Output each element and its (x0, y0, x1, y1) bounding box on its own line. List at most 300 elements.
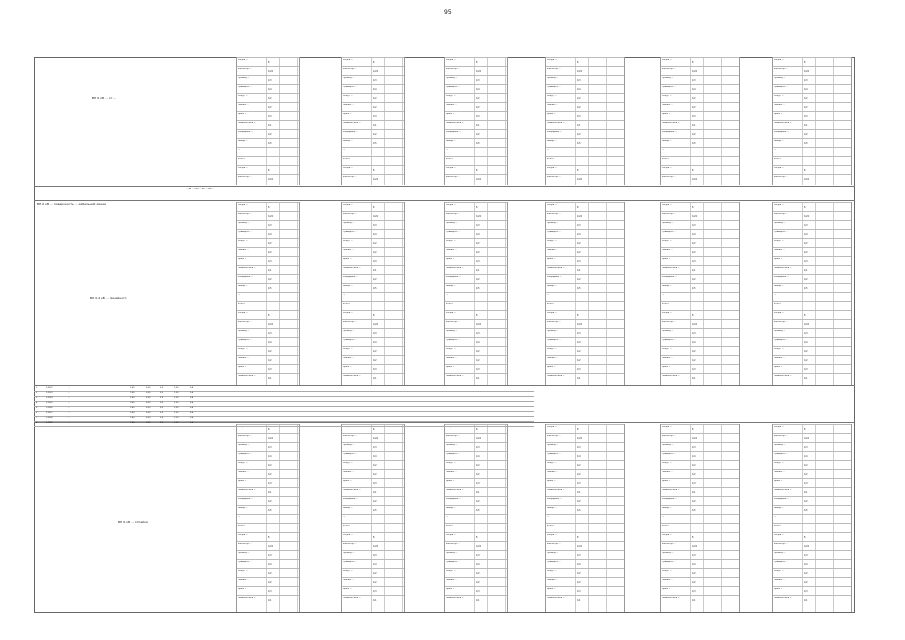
spec-row (342, 346, 404, 355)
spec-row-name: Крюк ... (446, 588, 455, 590)
spec-row (445, 460, 507, 469)
spec-row-value: 8 (268, 428, 270, 431)
spec-row-name: Итого (774, 303, 781, 305)
spec-row-name: Итого (662, 158, 669, 160)
spec-row (546, 229, 624, 238)
spec-row-name: Траверса ... (238, 561, 252, 563)
spec-row-name: Опора ... (662, 534, 673, 536)
spec-row-name: Траверса ... (238, 86, 252, 88)
spec-row-value: 0,2 (804, 106, 808, 109)
spec-row (342, 301, 404, 310)
spec-row-name: Опора ... (662, 204, 673, 206)
spec-row-value: 0,2 (692, 359, 696, 362)
spec-row (546, 364, 624, 373)
spec-row-value: 0,3 (577, 368, 581, 371)
spec-row-name: ... (662, 149, 665, 151)
spec-row (342, 433, 404, 442)
spec-row-value: 0,2 (804, 464, 808, 467)
spec-row (445, 211, 507, 220)
ledger-cell-d: 1,20 (174, 402, 179, 404)
section-divider (34, 186, 855, 187)
spec-row-value: 0,4 (268, 563, 272, 566)
spec-row-value: 0,4 (577, 88, 581, 91)
spec-row-value: 0,1 (476, 491, 480, 494)
spec-row-value: 0,4 (692, 563, 696, 566)
spec-row (661, 478, 739, 487)
spec-row (546, 66, 624, 75)
spec-row-value: 0,3 (804, 446, 808, 449)
spec-row (342, 451, 404, 460)
spec-row-value: 0,24 (476, 70, 481, 73)
spec-row-value: 8 (373, 169, 375, 172)
spec-row-name: Изолятор ... (446, 68, 460, 70)
spec-row-name: Траверса ... (343, 86, 357, 88)
spec-row-value: 0,2 (804, 251, 808, 254)
spec-row-value: 8 (268, 314, 270, 317)
spec-row (342, 355, 404, 364)
spec-row (546, 202, 624, 211)
spec-row-value: 0,24 (692, 545, 697, 548)
spec-row (546, 451, 624, 460)
spec-row-name: Провод ... (774, 77, 786, 79)
spec-row-name: Зажим ... (446, 471, 457, 473)
spec-row-name: Изолятор ... (662, 321, 676, 323)
spec-row-value: 0,3 (692, 446, 696, 449)
spec-row-value: 0,1 (373, 269, 377, 272)
spec-row-name: Заземлитель ... (774, 375, 792, 377)
spec-row-name: Крюк ... (547, 366, 556, 368)
spec-row-value: 0,2 (577, 572, 581, 575)
spec-row (773, 147, 851, 156)
spec-row-value: 0,4 (373, 233, 377, 236)
spec-row (546, 577, 624, 586)
spec-row-value: 8 (692, 428, 694, 431)
spec-row-value: 0,3 (476, 332, 480, 335)
spec-row-name: Опора ... (446, 426, 457, 428)
spec-row-name: Изолятор ... (774, 435, 788, 437)
spec-row-name: Опора ... (238, 59, 249, 61)
spec-row-value: 0,3 (373, 368, 377, 371)
spec-row (661, 328, 739, 337)
ledger-cell-code: 1-95/5 (46, 402, 53, 404)
spec-row-name: ... (238, 516, 241, 518)
spec-row-name: Заземлитель ... (547, 267, 565, 269)
spec-row-name: Разрядник ... (547, 498, 562, 500)
spec-row-value: 8 (268, 206, 270, 209)
spec-row-value: 0,3 (476, 79, 480, 82)
spec-row-name: Итого (446, 158, 453, 160)
spec-row (773, 505, 851, 514)
spec-row-name: Провод ... (774, 330, 786, 332)
spec-row-value: 0,24 (268, 437, 273, 440)
spec-row-name: Заземлитель ... (662, 375, 680, 377)
spec-row-name: Зажим ... (238, 357, 249, 359)
spec-row (546, 523, 624, 532)
spec-row-value: 0,3 (476, 115, 480, 118)
spec-row (342, 487, 404, 496)
spec-row-value: 8 (804, 536, 806, 539)
spec-block (545, 424, 625, 612)
spec-row-value: 0,5 (268, 142, 272, 145)
spec-row-value: 0,24 (476, 215, 481, 218)
spec-row-value: 0,24 (804, 323, 809, 326)
spec-row-value: 0,2 (577, 464, 581, 467)
spec-row-name: Траверса ... (343, 453, 357, 455)
spec-row-name: Провод ... (547, 222, 559, 224)
spec-row-name: Заземлитель ... (774, 122, 792, 124)
spec-row (445, 265, 507, 274)
spec-row-name: Итого (446, 303, 453, 305)
spec-row-value: 0,3 (692, 554, 696, 557)
spec-row (237, 469, 299, 478)
spec-row-value: 0,4 (804, 233, 808, 236)
spec-row (661, 66, 739, 75)
spec-row (661, 568, 739, 577)
spec-row (342, 559, 404, 568)
spec-row-value: 0,2 (476, 473, 480, 476)
spec-row-value: 0,3 (268, 446, 272, 449)
spec-row-name: Анкер ... (446, 507, 456, 509)
spec-row-name: Провод ... (343, 330, 355, 332)
spec-row-name: Изолятор ... (238, 176, 252, 178)
spec-row-name: Опора ... (662, 426, 673, 428)
spec-row-name: Разрядник ... (343, 498, 358, 500)
spec-row-name: Траверса ... (662, 453, 676, 455)
spec-row-value: 0,2 (373, 251, 377, 254)
spec-row-value: 0,3 (476, 554, 480, 557)
spec-row (237, 174, 299, 183)
spec-row-name: Зажим ... (662, 471, 673, 473)
spec-row-name: Крюк ... (343, 480, 352, 482)
spec-row-value: 0,1 (268, 124, 272, 127)
ledger-cell-name: ... (68, 417, 70, 419)
spec-block (341, 424, 405, 612)
spec-row-name: Провод ... (662, 222, 674, 224)
spec-row-name: Анкер ... (343, 507, 353, 509)
spec-block (545, 57, 625, 185)
spec-block (341, 202, 405, 385)
spec-row-name: Хомут ... (238, 240, 248, 242)
page-number: 95 (444, 9, 452, 16)
spec-row (546, 433, 624, 442)
spec-row-value: 0,2 (373, 500, 377, 503)
spec-row-value: 0,2 (476, 359, 480, 362)
spec-row (661, 75, 739, 84)
spec-row-value: 0,24 (804, 545, 809, 548)
spec-row (661, 238, 739, 247)
spec-row-value: 8 (692, 169, 694, 172)
spec-row (773, 301, 851, 310)
spec-row (661, 211, 739, 220)
spec-row (237, 292, 299, 301)
spec-row-name: Траверса ... (547, 86, 561, 88)
spec-row-value: 0,2 (692, 106, 696, 109)
ledger-cell-name: ... (68, 392, 70, 394)
spec-row (546, 328, 624, 337)
spec-row-value: 8 (476, 428, 478, 431)
spec-block (660, 202, 740, 385)
spec-row-name: Анкер ... (343, 140, 353, 142)
spec-row-name: Заземлитель ... (662, 267, 680, 269)
spec-row-name: Хомут ... (547, 240, 557, 242)
spec-row-name: Заземлитель ... (774, 597, 792, 599)
spec-row-value: 0,24 (268, 70, 273, 73)
spec-row-value: 0,3 (692, 79, 696, 82)
spec-row-value: 0,24 (476, 545, 481, 548)
spec-row-value: 0,5 (577, 142, 581, 145)
ledger-cell-c: 3,5 (160, 412, 164, 414)
ledger-cell-e: 0,4 (190, 412, 194, 414)
spec-row-value: 0,3 (268, 482, 272, 485)
spec-row-name: Зажим ... (662, 249, 673, 251)
spec-row (661, 355, 739, 364)
spec-row-value: 0,1 (804, 269, 808, 272)
spec-row (237, 211, 299, 220)
spec-row (773, 424, 851, 433)
spec-row-value: 0,2 (268, 350, 272, 353)
spec-row (546, 586, 624, 595)
spec-row-value: 0,4 (692, 233, 696, 236)
spec-row-value: 0,24 (373, 178, 378, 181)
spec-row-value: 8 (268, 169, 270, 172)
spec-row (445, 586, 507, 595)
spec-row (773, 238, 851, 247)
spec-row (661, 174, 739, 183)
spec-row-value: 0,3 (692, 368, 696, 371)
spec-row (445, 505, 507, 514)
spec-row-value: 0,3 (692, 332, 696, 335)
spec-row (342, 211, 404, 220)
spec-row-name: Зажим ... (343, 104, 354, 106)
spec-row (445, 568, 507, 577)
spec-row-name: Опора ... (547, 534, 558, 536)
ledger-cell-c: 3,5 (160, 397, 164, 399)
ledger-cell-n: 3 (36, 397, 38, 399)
spec-row-name: Зажим ... (547, 357, 558, 359)
spec-row-value: 8 (373, 314, 375, 317)
spec-row (773, 102, 851, 111)
spec-row (445, 337, 507, 346)
spec-row (546, 487, 624, 496)
spec-row (342, 364, 404, 373)
spec-row (773, 274, 851, 283)
spec-row (445, 310, 507, 319)
spec-block (236, 424, 300, 612)
spec-row-name: Изолятор ... (446, 213, 460, 215)
spec-row (773, 211, 851, 220)
spec-row-value: 0,5 (692, 287, 696, 290)
spec-row (661, 229, 739, 238)
spec-row-name: Траверса ... (343, 339, 357, 341)
spec-row-value: 0,1 (268, 491, 272, 494)
spec-row (546, 550, 624, 559)
spec-row (342, 256, 404, 265)
spec-row (661, 373, 739, 382)
spec-row-name: Траверса ... (547, 231, 561, 233)
spec-row-value: 0,3 (804, 224, 808, 227)
spec-row-value: 8 (476, 536, 478, 539)
spec-row-value: 0,1 (268, 599, 272, 602)
ledger-cell-b: 0,20 (146, 397, 151, 399)
spec-row (445, 202, 507, 211)
spec-row-value: 0,1 (373, 599, 377, 602)
spec-row-name: Траверса ... (774, 339, 788, 341)
ledger-cell-n: 5 (36, 407, 38, 409)
spec-row-name: Траверса ... (774, 86, 788, 88)
spec-row-name: Зажим ... (547, 249, 558, 251)
spec-row (546, 129, 624, 138)
spec-row (773, 451, 851, 460)
spec-row-name: Крюк ... (343, 366, 352, 368)
spec-row-value: 8 (692, 61, 694, 64)
spec-row (342, 156, 404, 165)
spec-row-name: Заземлитель ... (547, 375, 565, 377)
spec-row-value: 0,1 (476, 124, 480, 127)
spec-row-value: 0,2 (268, 106, 272, 109)
spec-row (773, 310, 851, 319)
spec-row-name: ... (547, 516, 550, 518)
spec-row (546, 424, 624, 433)
spec-row-name: Траверса ... (774, 453, 788, 455)
spec-row-name: Зажим ... (774, 471, 785, 473)
spec-row (546, 478, 624, 487)
spec-row-value: 0,2 (268, 500, 272, 503)
spec-row-value: 0,24 (804, 70, 809, 73)
section-label: ВЛ 6 кВ ... отпайки (118, 520, 148, 524)
spec-row (546, 138, 624, 147)
spec-row (237, 364, 299, 373)
spec-row-value: 0,1 (476, 377, 480, 380)
spec-row-name: Хомут ... (774, 348, 784, 350)
spec-row (546, 355, 624, 364)
spec-row-value: 0,2 (476, 106, 480, 109)
spec-row-value: 0,1 (804, 124, 808, 127)
spec-row-name: Заземлитель ... (238, 489, 256, 491)
ledger-cell-code: 1-95/7 (46, 412, 53, 414)
spec-row (445, 111, 507, 120)
spec-row (342, 247, 404, 256)
spec-row-value: 8 (577, 61, 579, 64)
spec-row-name: Заземлитель ... (238, 597, 256, 599)
spec-row-value: 0,3 (373, 79, 377, 82)
spec-row (773, 247, 851, 256)
spec-row-value: 0,4 (804, 563, 808, 566)
spec-row-value: 0,2 (577, 242, 581, 245)
spec-row-name: Изолятор ... (446, 321, 460, 323)
spec-row-value: 0,4 (476, 455, 480, 458)
spec-row-name: Изолятор ... (343, 176, 357, 178)
spec-block (772, 202, 852, 385)
spec-row-value: 0,24 (373, 215, 378, 218)
spec-row-name: Разрядник ... (547, 131, 562, 133)
spec-row-value: 0,2 (476, 500, 480, 503)
spec-row-value: 0,2 (692, 500, 696, 503)
spec-row-name: ... (343, 149, 346, 151)
spec-row-name: ... (774, 294, 777, 296)
spec-row-name: Провод ... (343, 444, 355, 446)
spec-row-value: 0,2 (476, 581, 480, 584)
spec-row-name: ... (343, 294, 346, 296)
spec-row-name: Заземлитель ... (446, 267, 464, 269)
spec-row-value: 0,3 (268, 115, 272, 118)
spec-row (661, 442, 739, 451)
spec-row-value: 0,2 (373, 133, 377, 136)
ledger-cell-b: 0,20 (146, 407, 151, 409)
spec-row-value: 0,2 (476, 278, 480, 281)
spec-row-value: 0,3 (692, 115, 696, 118)
spec-row-value: 8 (804, 169, 806, 172)
spec-row-value: 0,2 (373, 581, 377, 584)
spec-row-value: 0,4 (577, 341, 581, 344)
spec-row (773, 256, 851, 265)
spec-row-value: 0,4 (268, 233, 272, 236)
spec-row (445, 93, 507, 102)
spec-row (773, 66, 851, 75)
spec-row-name: Итого (343, 303, 350, 305)
spec-row (342, 229, 404, 238)
spec-row (237, 319, 299, 328)
spec-row-value: 0,2 (577, 251, 581, 254)
spec-row-name: Зажим ... (238, 249, 249, 251)
spec-row-name: Изолятор ... (547, 435, 561, 437)
spec-row-name: Анкер ... (774, 140, 784, 142)
spec-row-value: 0,24 (577, 70, 582, 73)
spec-row-name: Крюк ... (343, 258, 352, 260)
spec-row-name: Крюк ... (662, 480, 671, 482)
spec-row (546, 165, 624, 174)
spec-row (237, 84, 299, 93)
spec-row-value: 0,2 (268, 359, 272, 362)
spec-row (342, 120, 404, 129)
spec-row (773, 156, 851, 165)
spec-row-name: Зажим ... (547, 104, 558, 106)
spec-row (773, 120, 851, 129)
spec-row-name: ... (774, 516, 777, 518)
spec-row-value: 0,2 (692, 133, 696, 136)
spec-row-name: Хомут ... (446, 240, 456, 242)
spec-row-value: 0,1 (692, 124, 696, 127)
spec-row (546, 247, 624, 256)
spec-row-name: Опора ... (343, 167, 354, 169)
spec-row (237, 568, 299, 577)
ledger-cell-b: 0,20 (146, 412, 151, 414)
spec-row (237, 229, 299, 238)
spec-row-value: 0,3 (373, 446, 377, 449)
spec-row (342, 577, 404, 586)
spec-row-value: 0,24 (692, 323, 697, 326)
spec-row-name: Крюк ... (547, 258, 556, 260)
spec-row-name: Крюк ... (662, 113, 671, 115)
spec-row-value: 0,2 (577, 350, 581, 353)
spec-row-name: Заземлитель ... (446, 122, 464, 124)
spec-row (237, 238, 299, 247)
spec-row-name: Опора ... (343, 312, 354, 314)
spec-row-value: 0,1 (804, 599, 808, 602)
spec-row-name: Провод ... (238, 552, 250, 554)
spec-row (342, 292, 404, 301)
ledger-cell-name: ... (68, 407, 70, 409)
spec-row (445, 174, 507, 183)
spec-row (546, 211, 624, 220)
spec-row-value: 0,2 (692, 251, 696, 254)
spec-row (773, 346, 851, 355)
spec-row-value: 0,3 (476, 446, 480, 449)
spec-row-name: Траверса ... (238, 231, 252, 233)
spec-row-value: 0,5 (373, 142, 377, 145)
spec-row-name: Траверса ... (446, 339, 460, 341)
spec-row-name: Заземлитель ... (662, 122, 680, 124)
spec-row-name: Заземлитель ... (238, 122, 256, 124)
